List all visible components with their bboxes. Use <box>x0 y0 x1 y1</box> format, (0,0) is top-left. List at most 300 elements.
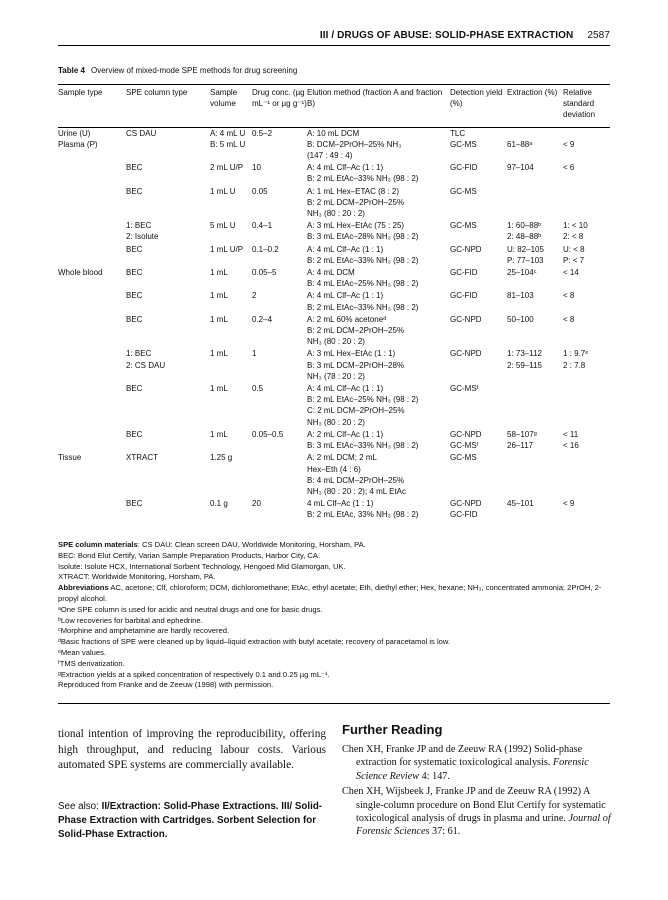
cell-spe-column <box>126 417 210 428</box>
cell-sample-type: Tissue <box>58 453 82 463</box>
cell-spe-column <box>126 208 210 219</box>
cell-elution: NH₃ (80 : 20 : 2) <box>307 417 365 427</box>
cell-sample-type <box>58 405 126 416</box>
note-line: Isolute: Isolute HCX, International Sorbent Technology, Hengoed Mid Glamorgan, UK. <box>58 561 346 571</box>
table-row <box>58 486 610 497</box>
cell-rsd: < 6 <box>563 163 575 173</box>
cell-rsd <box>563 394 610 405</box>
cell-elution: A: 4 mL Clf–Ac (1 : 1) <box>307 384 384 394</box>
cell-sample-type <box>58 347 126 359</box>
cell-spe-column: BEC <box>126 163 143 173</box>
cell-elution: Hex–Eth (4 : 6) <box>307 464 361 474</box>
cell-elution: B: 3 mL DCM–2PrOH–28% <box>307 360 405 370</box>
cell-sample-volume: 2 mL U/P <box>210 163 244 173</box>
cell-drug-conc <box>252 231 307 242</box>
col-header-extraction: Extraction (%) <box>507 85 563 127</box>
cell-extraction: 2: 59–115 <box>507 360 542 370</box>
cell-sample-type <box>58 173 126 184</box>
cell-rsd <box>563 475 610 486</box>
cell-spe-column: 1: BEC <box>126 349 152 359</box>
cell-detection <box>450 197 507 208</box>
col-header-elution: Elution method (fraction A and fraction B) <box>307 85 450 127</box>
cell-rsd: U: < 8 <box>563 244 585 254</box>
cell-detection <box>450 475 507 486</box>
cell-extraction: U: 82–105 <box>507 244 544 254</box>
col-header-drug-conc: Drug conc. (µg mL⁻¹ or µg g⁻¹) <box>252 85 307 127</box>
cell-sample-type <box>58 475 126 486</box>
cell-detection: GC-MSᶠ <box>450 441 479 451</box>
cell-sample-volume <box>210 278 252 289</box>
cell-sample-volume <box>210 150 252 161</box>
table-row <box>58 336 610 347</box>
cell-detection <box>450 208 507 219</box>
cell-rsd <box>563 325 610 336</box>
cell-spe-column <box>126 139 210 150</box>
cell-spe-column <box>126 302 210 313</box>
cell-sample-volume <box>210 255 252 266</box>
cell-sample-type <box>58 464 126 475</box>
cell-drug-conc: 0.1–0.2 <box>252 244 279 254</box>
cell-drug-conc <box>252 197 307 208</box>
table-row <box>58 302 610 313</box>
table-row <box>58 243 610 255</box>
body-text-column <box>58 727 326 774</box>
table-caption <box>58 66 297 75</box>
table-bottom-rule <box>58 703 610 704</box>
journal-name: Forensic Science Review <box>356 757 589 782</box>
cell-spe-column <box>126 255 210 266</box>
cell-detection <box>450 325 507 336</box>
cell-extraction <box>507 475 563 486</box>
cell-detection: GC-MS <box>450 453 477 463</box>
cell-rsd: 2 : 7.8 <box>563 360 586 370</box>
cell-elution: A: 2 mL DCM; 2 mL <box>307 453 377 463</box>
cell-sample-type <box>58 382 126 394</box>
cell-sample-type <box>58 278 126 289</box>
cell-sample-type <box>58 417 126 428</box>
cell-drug-conc: 0.5 <box>252 384 264 394</box>
table-container <box>58 84 610 521</box>
cell-extraction: 1: 60–88ᵇ <box>507 221 542 231</box>
cell-extraction <box>507 405 563 416</box>
cell-rsd <box>563 197 610 208</box>
cell-extraction <box>507 336 563 347</box>
cell-detection <box>450 360 507 371</box>
note-line: BEC: Bond Elut Certify, Varian Sample Preparation Products, Harbor City, CA. <box>58 550 321 560</box>
cell-sample-volume: 1 mL <box>210 314 228 324</box>
cell-spe-column <box>126 440 210 451</box>
cell-drug-conc: 0.2–4 <box>252 314 273 324</box>
cell-spe-column: BEC <box>126 268 143 278</box>
cell-sample-type <box>58 371 126 382</box>
cell-drug-conc <box>252 509 307 520</box>
cell-sample-volume: 1 mL U/P <box>210 244 244 254</box>
further-reading-title: Further Reading <box>342 722 443 737</box>
cell-detection: TLC <box>450 128 466 138</box>
cell-sample-type: Plasma (P) <box>58 139 98 149</box>
spe-methods-table <box>58 85 610 521</box>
table-row <box>58 475 610 486</box>
cell-drug-conc <box>252 371 307 382</box>
materials-note <box>58 540 610 551</box>
cell-extraction <box>507 371 563 382</box>
cell-spe-column: BEC <box>126 244 143 254</box>
cell-sample-volume <box>210 394 252 405</box>
cell-extraction <box>507 197 563 208</box>
table-row <box>58 497 610 509</box>
cell-drug-conc: 10 <box>252 163 261 173</box>
cell-drug-conc <box>252 150 307 161</box>
running-title: III / DRUGS OF ABUSE: SOLID-PHASE EXTRACTION <box>319 30 574 41</box>
cell-rsd <box>563 173 610 184</box>
cell-detection: GC-NPD <box>450 314 482 324</box>
table-row <box>58 173 610 184</box>
table-row <box>58 428 610 440</box>
cell-drug-conc <box>252 360 307 371</box>
cell-spe-column <box>126 475 210 486</box>
cell-sample-volume <box>210 509 252 520</box>
cell-sample-type <box>58 509 126 520</box>
cell-spe-column <box>126 336 210 347</box>
cell-extraction <box>507 173 563 184</box>
table-row <box>58 161 610 173</box>
cell-rsd: < 9 <box>563 499 575 509</box>
reference-item: Chen XH, Wijsbeek J, Franke JP and de Zeeuw RA (1992) A single-column procedure on Bond Elut Certify for systematic toxicological analysis of drugs in plasma and urine. Journal of Forensic Sciences 37: 61. <box>342 786 611 838</box>
cell-spe-column <box>126 405 210 416</box>
cell-drug-conc <box>252 278 307 289</box>
cell-detection <box>450 464 507 475</box>
table-row <box>58 371 610 382</box>
table-header-row <box>58 85 610 127</box>
cell-sample-volume <box>210 302 252 313</box>
cell-extraction <box>507 451 563 463</box>
cell-sample-type <box>58 185 126 197</box>
cell-sample-type <box>58 208 126 219</box>
cell-sample-type <box>58 394 126 405</box>
cell-extraction <box>507 394 563 405</box>
cell-detection: GC-FID <box>450 291 478 301</box>
table-row <box>58 255 610 266</box>
cell-extraction: 1: 73–112 <box>507 349 542 359</box>
cell-rsd <box>563 417 610 428</box>
see-also-links[interactable]: II/Extraction: Solid-Phase Extractions. III/ Solid-Phase Extraction with Cartridges. Sorbent Selection for Solid-Phase Extraction. <box>58 801 323 840</box>
see-also-label: See also: <box>58 801 99 812</box>
cell-elution: B: 3 mL EtAc–33% NH₃ (98 : 2) <box>307 441 419 451</box>
body-paragraph: tional intention of improving the reproducibility, offering high throughput, and reducing labour costs. Various automated SPE systems are commercially available. <box>58 728 326 772</box>
cell-sample-type <box>58 313 126 325</box>
cell-rsd <box>563 464 610 475</box>
cell-drug-conc <box>252 255 307 266</box>
cell-spe-column <box>126 371 210 382</box>
cell-sample-volume <box>210 405 252 416</box>
cell-drug-conc <box>252 440 307 451</box>
header-rule <box>58 45 610 46</box>
cell-sample-type: Urine (U) <box>58 128 91 138</box>
cell-detection: GC-MS <box>450 221 477 231</box>
cell-extraction <box>507 486 563 497</box>
cell-extraction <box>507 325 563 336</box>
footnote: ᶠTMS derivatization. <box>58 658 125 668</box>
cell-drug-conc <box>252 417 307 428</box>
cell-sample-volume <box>210 325 252 336</box>
cell-spe-column: BEC <box>126 314 143 324</box>
cell-detection: GC-MSᶠ <box>450 384 479 394</box>
cell-sample-volume: 1 mL U <box>210 186 236 196</box>
cell-drug-conc <box>252 405 307 416</box>
materials-text: : CS DAU: Clean screen DAU, Worldwide Monitoring, Horsham, PA. <box>137 540 366 549</box>
cell-rsd: < 9 <box>563 139 575 149</box>
cell-elution: A: 4 mL DCM <box>307 268 355 278</box>
cell-detection <box>450 173 507 184</box>
cell-spe-column: BEC <box>126 429 143 439</box>
cell-sample-type <box>58 325 126 336</box>
cell-drug-conc <box>252 139 307 150</box>
table-row <box>58 451 610 463</box>
cell-drug-conc: 1 <box>252 349 257 359</box>
abbreviations-note <box>58 583 610 605</box>
cell-drug-conc <box>252 486 307 497</box>
cell-detection <box>450 150 507 161</box>
footnote: ᵍExtraction yields at a spiked concentration of respectively 0.1 and 0.25 µg mL⁻¹. <box>58 669 330 679</box>
cell-detection <box>450 405 507 416</box>
cell-sample-volume: 0.1 g <box>210 499 228 509</box>
cell-extraction: 25–104ᶜ <box>507 268 537 278</box>
cell-sample-volume: 1.25 g <box>210 453 233 463</box>
cell-drug-conc: 0.4–1 <box>252 221 273 231</box>
cell-rsd <box>563 486 610 497</box>
cell-sample-type <box>58 289 126 301</box>
table-notes <box>58 540 610 691</box>
cell-elution: B: 4 mL EtAc–25% NH₃ (98 : 2) <box>307 279 419 289</box>
materials-label: SPE column materials <box>58 540 138 549</box>
table-row <box>58 139 610 150</box>
cell-elution: NH₃ (80 : 20 : 2) <box>307 209 365 219</box>
cell-rsd <box>563 509 610 520</box>
cell-spe-column <box>126 509 210 520</box>
cell-rsd <box>563 185 610 197</box>
cell-spe-column: 2: Isolute <box>126 232 159 242</box>
cell-sample-volume <box>210 360 252 371</box>
cell-detection: GC-FID <box>450 510 478 520</box>
cell-extraction <box>507 302 563 313</box>
table-row <box>58 313 610 325</box>
cell-drug-conc <box>252 173 307 184</box>
cell-rsd: < 14 <box>563 268 579 278</box>
cell-detection: GC-NPD <box>450 349 482 359</box>
cell-sample-volume: 1 mL <box>210 291 228 301</box>
cell-sample-type <box>58 243 126 255</box>
cell-drug-conc <box>252 394 307 405</box>
cell-sample-type <box>58 231 126 242</box>
cell-sample-type <box>58 197 126 208</box>
cell-elution: B: 2 mL DCM–2PrOH–25% <box>307 197 405 207</box>
table-row <box>58 509 610 520</box>
cell-sample-volume <box>210 464 252 475</box>
cell-elution: B: 2 mL EtAc, 33% NH₃ (98 : 2) <box>307 510 419 520</box>
cell-spe-column <box>126 325 210 336</box>
cell-extraction: P: 77–103 <box>507 255 544 265</box>
cell-drug-conc: 2 <box>252 291 257 301</box>
cell-sample-type <box>58 336 126 347</box>
cell-detection: GC-NPD <box>450 499 482 509</box>
col-header-detection: Detection yield (%) <box>450 85 507 127</box>
cell-extraction: 81–103 <box>507 291 534 301</box>
cell-drug-conc <box>252 208 307 219</box>
cell-rsd <box>563 278 610 289</box>
footnote: ᵈBasic fractions of SPE were cleaned up by liquid–liquid extraction with butyl acetate; recovery of paracetamol is low. <box>58 637 451 647</box>
cell-rsd <box>563 451 610 463</box>
cell-extraction <box>507 185 563 197</box>
cell-sample-volume <box>210 486 252 497</box>
cell-rsd: 1 : 9.7ᵉ <box>563 349 589 359</box>
cell-elution: B: 2 mL EtAc–33% NH₃ (98 : 2) <box>307 255 419 265</box>
cell-sample-volume <box>210 173 252 184</box>
cell-elution: B: 3 mL EtAc–28% NH₃ (98 : 2) <box>307 232 419 242</box>
further-reading-section <box>342 722 612 841</box>
cell-extraction <box>507 417 563 428</box>
col-header-sample-type: Sample type <box>58 85 126 127</box>
cell-drug-conc <box>252 475 307 486</box>
table-row <box>58 360 610 371</box>
cell-spe-column <box>126 173 210 184</box>
cell-sample-type <box>58 486 126 497</box>
source-note: Reproduced from Franke and de Zeeuw (1998) with permission. <box>58 680 274 690</box>
cell-extraction <box>507 464 563 475</box>
cell-drug-conc: 0.05–5 <box>252 268 277 278</box>
abbreviations-text: AC, acetone; Clf, chloroform; DCM, dichloromethane; EtAc, ethyl acetate; Eth, diethyl ether; Hex, hexane; NH₃, concentrated ammonia; 2PrOH, 2-propyl alcohol. <box>58 583 602 603</box>
cell-detection: GC-FID <box>450 163 478 173</box>
cell-detection <box>450 336 507 347</box>
cell-drug-conc: 0.05 <box>252 186 268 196</box>
table-row <box>58 347 610 359</box>
cell-rsd: < 11 <box>563 429 579 439</box>
cell-spe-column <box>126 464 210 475</box>
cell-sample-type: Whole blood <box>58 268 103 278</box>
cell-detection: GC-NPD <box>450 244 482 254</box>
cell-elution: B: DCM–2PrOH–25% NH₃ <box>307 139 402 149</box>
cell-elution: 4 mL Clf–Ac (1 : 1) <box>307 499 374 509</box>
cell-extraction <box>507 150 563 161</box>
footnote: ᶜMorphine and amphetamine are hardly recovered. <box>58 626 230 636</box>
cell-sample-type <box>58 360 126 371</box>
cell-detection <box>450 486 507 497</box>
cell-spe-column: BEC <box>126 499 143 509</box>
cell-detection: GC-MS <box>450 186 477 196</box>
cell-sample-type <box>58 440 126 451</box>
cell-sample-type <box>58 150 126 161</box>
reference-item: Chen XH, Franke JP and de Zeeuw RA (1992) Solid-phase extraction for systematic toxicological analysis. Forensic Science Review 4: 147. <box>342 744 589 782</box>
col-header-sample-volume: Sample volume <box>210 85 252 127</box>
table-row <box>58 231 610 242</box>
table-row <box>58 417 610 428</box>
cell-elution: B: 2 mL EtAc–33% NH₃ (98 : 2) <box>307 174 419 184</box>
cell-elution: C: 2 mL DCM–2PrOH–25% <box>307 406 405 416</box>
table-body <box>58 127 610 520</box>
cell-spe-column <box>126 278 210 289</box>
cell-rsd <box>563 150 610 161</box>
cell-elution: NH₃ (80 : 20 : 2); 4 mL EtAc <box>307 486 406 496</box>
cell-elution: A: 3 mL Hex–EtAc (1 : 1) <box>307 349 396 359</box>
table-row <box>58 289 610 301</box>
cell-rsd: < 8 <box>563 291 575 301</box>
cell-spe-column: BEC <box>126 384 143 394</box>
cell-spe-column: BEC <box>126 291 143 301</box>
cell-elution: B: 2 mL EtAc–33% NH₃ (98 : 2) <box>307 302 419 312</box>
table-row <box>58 382 610 394</box>
cell-sample-volume: A: 4 mL U <box>210 128 246 138</box>
cell-rsd: < 16 <box>563 441 579 451</box>
cell-drug-conc: 20 <box>252 499 261 509</box>
cell-sample-type <box>58 497 126 509</box>
col-header-rsd: Relative standard deviation <box>563 85 610 127</box>
cell-spe-column <box>126 486 210 497</box>
cell-sample-volume <box>210 440 252 451</box>
table-row <box>58 440 610 451</box>
table-label: Table 4 <box>58 66 85 75</box>
footnote: ᵉMean values. <box>58 647 106 657</box>
table-row <box>58 219 610 231</box>
cell-spe-column: 2: CS DAU <box>126 360 166 370</box>
cell-detection: GC-NPD <box>450 429 482 439</box>
cell-sample-volume <box>210 371 252 382</box>
cell-detection <box>450 302 507 313</box>
cell-elution: A: 4 mL Clf–Ac (1 : 1) <box>307 244 384 254</box>
cell-rsd: < 8 <box>563 314 575 324</box>
cell-elution: B: 2 mL EtAc–25% NH₃ (98 : 2) <box>307 395 419 405</box>
cell-spe-column: BEC <box>126 186 143 196</box>
cell-rsd <box>563 302 610 313</box>
cell-sample-type <box>58 219 126 231</box>
table-row <box>58 405 610 416</box>
cell-spe-column: CS DAU <box>126 128 157 138</box>
cell-extraction <box>507 509 563 520</box>
cell-elution: B: 4 mL DCM–2PrOH–25% <box>307 475 405 485</box>
cell-rsd <box>563 405 610 416</box>
cell-detection <box>450 231 507 242</box>
cell-extraction: 45–101 <box>507 499 534 509</box>
cell-elution: (147 : 49 : 4) <box>307 151 353 161</box>
abbreviations-label: Abbreviations <box>58 583 109 593</box>
page-number: 2587 <box>587 30 610 41</box>
cell-elution: NH₃ (80 : 20 : 2) <box>307 337 365 347</box>
cell-extraction: 97–104 <box>507 163 534 173</box>
cell-sample-volume: 1 mL <box>210 429 228 439</box>
table-row <box>58 208 610 219</box>
cell-elution: A: 10 mL DCM <box>307 128 360 138</box>
note-line: XTRACT: Worldwide Monitoring, Horsham, PA. <box>58 572 216 582</box>
cell-elution: NH₃ (78 : 20 : 2) <box>307 371 365 381</box>
cell-elution: A: 2 mL 60% acetoneᵈ <box>307 314 387 324</box>
cell-spe-column <box>126 394 210 405</box>
table-row <box>58 266 610 278</box>
table-row <box>58 394 610 405</box>
cell-drug-conc: 0.5–2 <box>252 128 273 138</box>
cell-elution: A: 4 mL Clf–Ac (1 : 1) <box>307 163 384 173</box>
footnote: ᵇLow recoveries for barbital and ephedrine. <box>58 615 203 625</box>
cell-sample-volume: B: 5 mL U <box>210 139 246 149</box>
col-header-spe-column: SPE column type <box>126 85 210 127</box>
cell-spe-column: XTRACT <box>126 453 158 463</box>
cell-rsd <box>563 208 610 219</box>
table-row <box>58 185 610 197</box>
cell-rsd <box>563 371 610 382</box>
cell-rsd <box>563 382 610 394</box>
cell-rsd <box>563 336 610 347</box>
cell-detection <box>450 255 507 266</box>
cell-sample-volume: 5 mL U <box>210 221 236 231</box>
cell-spe-column <box>126 197 210 208</box>
cell-extraction: 26–117 <box>507 441 534 451</box>
